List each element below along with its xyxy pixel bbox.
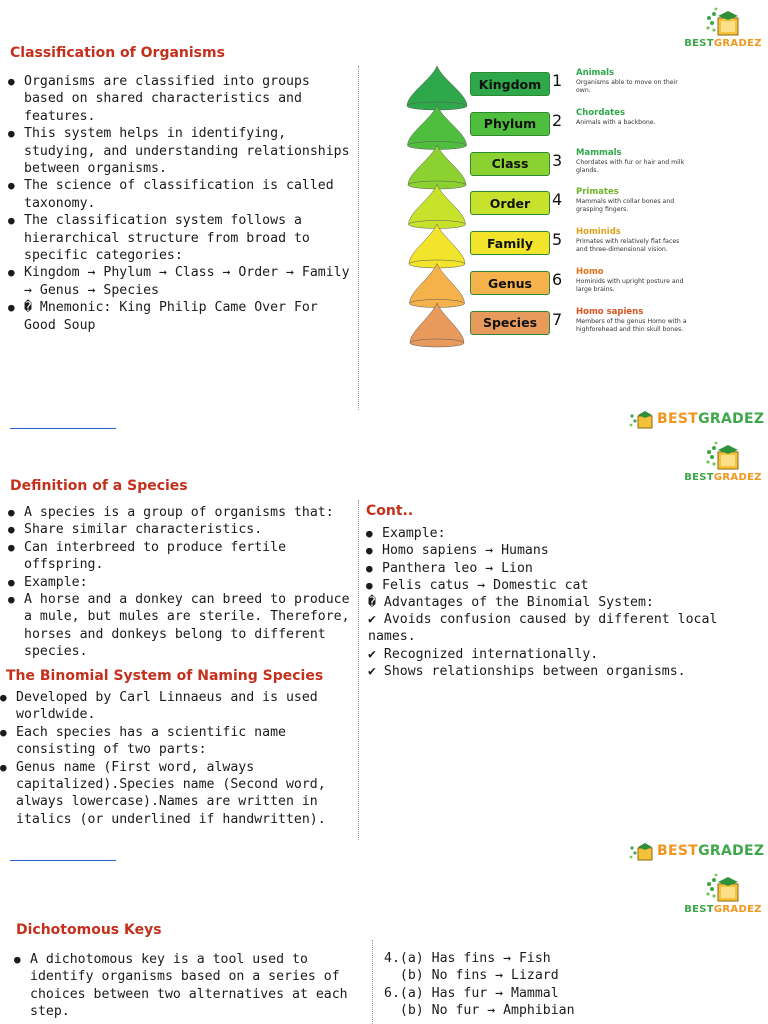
- graduation-books-icon: [704, 872, 742, 904]
- graduation-books-icon: [704, 6, 742, 38]
- taxonomy-example-description: Organisms able to move on their own.: [576, 79, 678, 94]
- advantage-item: ✔ Recognized internationally.: [368, 646, 599, 662]
- list-item: ● Share similar characteristics.: [8, 521, 352, 538]
- graduation-books-icon: [704, 440, 742, 472]
- taxonomy-example-name: Primates: [576, 187, 619, 198]
- key-line: (b) No fins → Lizard: [384, 968, 559, 984]
- list-item: ● � Mnemonic: King Philip Came Over For Good Soup: [8, 299, 350, 334]
- bestgradez-wordmark: [628, 840, 764, 862]
- taxonomy-rank-label: Kingdom: [470, 72, 550, 96]
- cont-title: Cont..: [366, 503, 414, 519]
- wordmark-text-a: BEST: [657, 411, 699, 427]
- taxonomy-example-name: Homo: [576, 267, 604, 277]
- section1-bullets: [8, 73, 350, 334]
- taxonomy-rank-label: Genus: [470, 271, 550, 295]
- taxonomy-rank-label: Class: [470, 152, 550, 176]
- list-item: ● Can interbreed to produce fertile offspring.: [8, 539, 352, 574]
- section1-title: Classification of Organisms: [10, 45, 225, 61]
- taxonomy-example-description: Chordates with fur or hair and milk glands.: [576, 158, 685, 174]
- list-item: ● A species is a group of organisms that:: [8, 504, 352, 521]
- binomial-title: The Binomial System of Naming Species: [6, 668, 324, 684]
- taxonomy-example-description: Hominids with upright posture and large brains.: [576, 278, 684, 293]
- taxonomy-row: [404, 305, 690, 341]
- taxonomy-figure: [404, 66, 690, 356]
- taxonomy-example-name: Chordates: [576, 107, 626, 118]
- taxonomy-row: [404, 265, 690, 301]
- binomial-bullets: [0, 689, 352, 828]
- taxonomy-rank-label: Species: [470, 311, 550, 335]
- bestgradez-logo: [678, 872, 768, 915]
- list-item: ● Organisms are classified into groups based on shared characteristics and features.: [8, 73, 350, 125]
- key-line: (b) No fur → Amphibian: [384, 1003, 575, 1019]
- list-item: ● Each species has a scientific name consisting of two parts:: [0, 724, 352, 759]
- graduation-books-icon: [628, 408, 654, 430]
- list-item: ● Example:: [366, 525, 746, 542]
- advantage-item: ✔ Avoids confusion caused by different local names.: [368, 612, 718, 645]
- taxonomy-rank-label: Order: [470, 191, 550, 215]
- list-item: ● Panthera leo → Lion: [366, 560, 746, 577]
- section3-bullets: [14, 951, 358, 1021]
- logo-text-a: BEST: [684, 904, 714, 915]
- taxonomy-example-description: Mammals with collar bones and grasping fingers.: [576, 198, 675, 214]
- cont-bullets: [366, 525, 746, 595]
- list-item: ● The science of classification is called taxonomy.: [8, 177, 350, 212]
- wordmark-text-b: GRADEZ: [698, 843, 765, 859]
- taxonomy-rank-number: 1: [552, 71, 563, 90]
- taxonomy-rank-number: 7: [552, 309, 563, 329]
- taxonomy-rank-label: Phylum: [470, 112, 550, 136]
- advantages-list: [368, 611, 738, 681]
- taxonomy-rank-number: 3: [552, 150, 563, 170]
- section3-title: Dichotomous Keys: [16, 922, 162, 938]
- wordmark-text-a: BEST: [657, 843, 699, 859]
- taxonomy-row: [404, 146, 690, 182]
- taxonomy-rank-number: 5: [552, 230, 563, 250]
- taxonomy-example-name: Mammals: [576, 147, 622, 158]
- column-divider: [372, 940, 373, 1024]
- taxonomy-example-name: Hominids: [576, 227, 621, 238]
- taxonomy-example-description: Primates with relatively flat faces and three-dimensional vision.: [576, 238, 680, 254]
- taxonomy-row: [404, 185, 690, 221]
- list-item: ● Felis catus → Domestic cat: [366, 577, 746, 594]
- list-item: ● Kingdom → Phylum → Class → Order → Family → Genus → Species: [8, 264, 350, 299]
- section2-title: Definition of a Species: [10, 478, 188, 494]
- taxonomy-example-name: Animals: [576, 68, 615, 78]
- key-line: 4.(a) Has fins → Fish: [384, 951, 551, 966]
- taxonomy-rank-number: 4: [552, 190, 563, 210]
- taxonomy-row: [404, 106, 690, 142]
- bestgradez-logo: [678, 440, 768, 483]
- list-item: ● This system helps in identifying, studying, and understanding relationships between organisms.: [8, 125, 350, 177]
- taxonomy-rank-number: 6: [552, 270, 563, 289]
- list-item: ● A horse and a donkey can breed to produce a mule, but mules are sterile. Therefore, horses and donkeys belong to different species.: [8, 591, 352, 661]
- column-divider: [358, 66, 359, 410]
- taxonomy-example-description: Members of the genus Homo with a highforehead and thin skull bones.: [576, 317, 687, 333]
- bestgradez-logo: [678, 6, 768, 49]
- page-link[interactable]: [10, 428, 116, 429]
- taxonomy-rank-label: Family: [470, 231, 550, 255]
- graduation-books-icon: [628, 840, 654, 862]
- logo-text-b: GRADEZ: [713, 904, 762, 915]
- list-item: ● Example:: [8, 574, 352, 591]
- taxonomy-example-description: Animals with a backbone.: [576, 118, 656, 126]
- bestgradez-wordmark: [628, 408, 764, 430]
- advantage-item: ✔ Shows relationships between organisms.: [368, 664, 686, 680]
- list-item: ● The classification system follows a hierarchical structure from broad to specific categories:: [8, 212, 350, 264]
- list-item: ● Homo sapiens → Humans: [366, 542, 746, 559]
- wordmark-text-b: GRADEZ: [698, 411, 765, 427]
- logo-text-a: BEST: [684, 472, 714, 483]
- page-link[interactable]: [10, 860, 116, 861]
- taxonomy-row: [404, 66, 690, 102]
- key-line: 6.(a) Has fur → Mammal: [384, 985, 559, 1001]
- taxonomy-example-name: Homo sapiens: [576, 306, 644, 317]
- taxonomy-row: [404, 225, 690, 261]
- logo-text-b: GRADEZ: [713, 472, 762, 483]
- list-item: ● Developed by Carl Linnaeus and is used worldwide.: [0, 689, 352, 724]
- dichotomous-key-lines: [384, 950, 575, 1020]
- logo-text-b: GRADEZ: [713, 38, 762, 49]
- column-divider: [358, 500, 359, 840]
- list-item: ● Genus name (First word, always capitalized).Species name (Second word, always lowercase).Names are written in italics (or underlined if handwritten).: [0, 759, 352, 829]
- logo-text-a: BEST: [684, 38, 714, 49]
- advantages-title: � Advantages of the Binomial System:: [368, 595, 654, 610]
- taxonomy-rank-number: 2: [552, 110, 563, 130]
- list-item: ● A dichotomous key is a tool used to identify organisms based on a series of choices between two alternatives at each step.: [14, 951, 358, 1021]
- section2-bullets: [8, 504, 352, 661]
